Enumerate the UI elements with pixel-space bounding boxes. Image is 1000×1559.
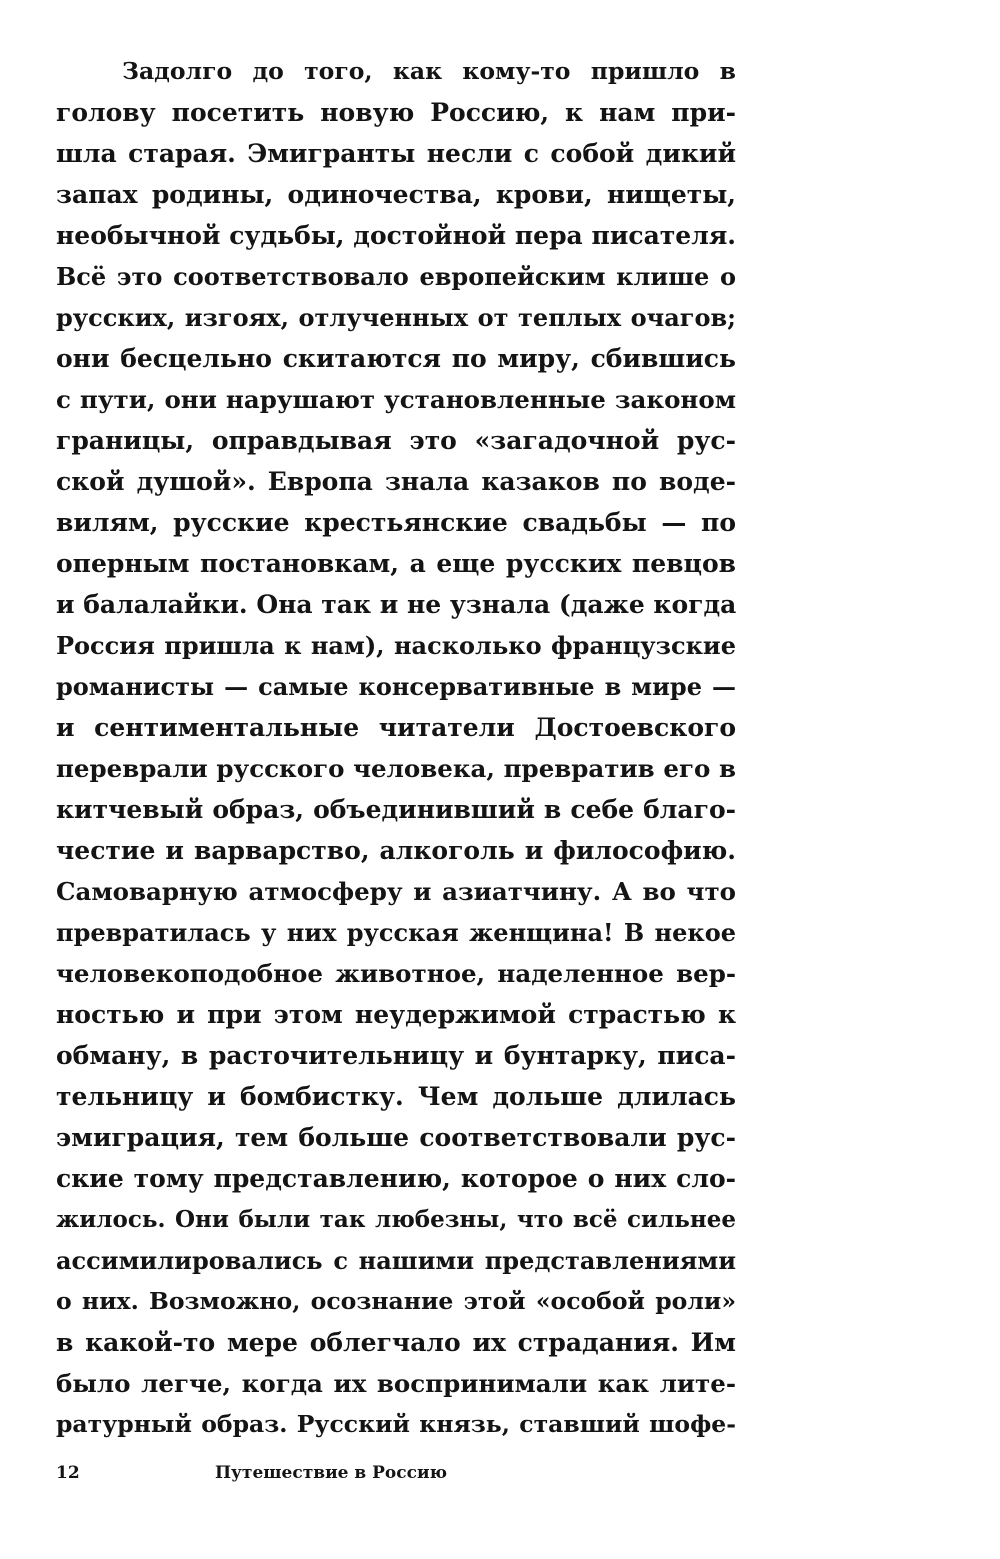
text-line: ностью и при этом неудержимой страстью к (56, 1000, 736, 1029)
text-line: тельницу и бомбистку. Чем дольше длилась (56, 1082, 736, 1111)
text-line: в какой-то мере облегчало их страдания. Им (56, 1328, 736, 1357)
text-line: русских, изгоях, отлученных от теплых очагов; (56, 303, 736, 332)
text-line: обману, в расточительницу и бунтарку, писа- (56, 1041, 736, 1070)
text-line: Россия пришла к нам), насколько французские (56, 631, 736, 660)
text-line: необычной судьбы, достойной пера писателя. (56, 221, 736, 250)
text-line: ской душой». Европа знала казаков по воде- (56, 467, 736, 496)
page-number: 12 (56, 1463, 80, 1483)
text-line: переврали русского человека, превратив его в (56, 754, 736, 783)
text-line: Всё это соответствовало европейским клише о (56, 262, 736, 291)
text-line: запах родины, одиночества, крови, нищеты, (56, 180, 736, 209)
text-line: было легче, когда их воспринимали как лите- (56, 1369, 736, 1398)
text-line: Задолго до того, как кому-то пришло в (122, 57, 736, 85)
text-line: и балалайки. Она так и не узнала (даже когда (56, 590, 737, 619)
text-line: шла старая. Эмигранты несли с собой дикий (56, 139, 736, 168)
text-line: честие и варварство, алкоголь и философию. (56, 836, 736, 865)
text-line: Самоварную атмосферу и азиатчину. А во что (56, 877, 736, 906)
body-text (56, 51, 736, 1445)
text-line: границы, оправдывая это «загадочной рус- (56, 426, 736, 455)
text-line: вилям, русские крестьянские свадьбы — по (56, 508, 736, 537)
text-line: ратурный образ. Русский князь, ставший шофе- (56, 1410, 736, 1438)
text-line: китчевый образ, объединивший в себе благо- (56, 795, 736, 824)
text-line: они бесцельно скитаются по миру, сбившись (56, 344, 736, 373)
page-footer (0, 1458, 1000, 1488)
text-line: романисты — самые консервативные в мире — (56, 672, 736, 701)
text-line: ассимилировались с нашими представлениями (56, 1246, 736, 1275)
text-line: ские тому представлению, которое о них сло- (56, 1164, 736, 1193)
text-line: человекоподобное животное, наделенное вер- (56, 959, 736, 988)
text-line: голову посетить новую Россию, к нам при- (56, 98, 736, 127)
text-line: эмиграция, тем больше соответствовали рус- (56, 1123, 736, 1152)
text-line: превратилась у них русская женщина! В некое (56, 918, 736, 947)
text-line: жилось. Они были так любезны, что всё сильнее (56, 1206, 736, 1233)
text-line: оперным постановкам, а еще русских певцов (56, 549, 736, 578)
text-line: с пути, они нарушают установленные законом (56, 385, 736, 414)
text-line: и сентиментальные читатели Достоевского (56, 713, 736, 742)
running-title: Путешествие в Россию (215, 1463, 448, 1483)
text-line: о них. Возможно, осознание этой «особой роли» (56, 1287, 736, 1315)
